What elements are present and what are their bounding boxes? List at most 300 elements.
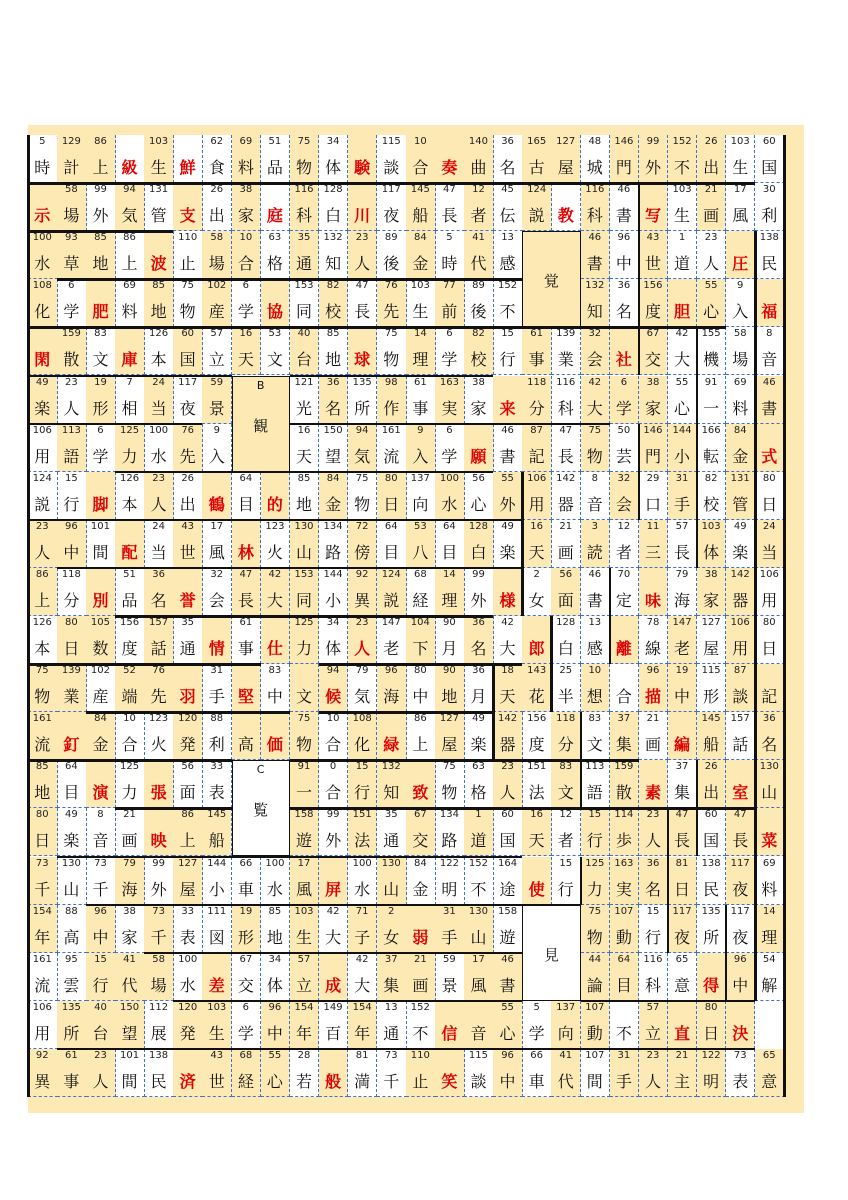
grid-cell[interactable] bbox=[86, 857, 116, 905]
grid-cell[interactable] bbox=[639, 376, 669, 424]
grid-cell[interactable] bbox=[406, 231, 436, 279]
grid-cell[interactable] bbox=[581, 1001, 611, 1049]
grid-cell[interactable] bbox=[115, 953, 145, 1001]
grid-cell[interactable] bbox=[202, 953, 232, 1001]
grid-cell[interactable] bbox=[755, 327, 785, 375]
grid-cell[interactable] bbox=[697, 808, 727, 856]
grid-cell[interactable] bbox=[639, 327, 669, 375]
grid-cell[interactable] bbox=[697, 327, 727, 375]
grid-cell[interactable] bbox=[493, 760, 523, 808]
grid-cell[interactable] bbox=[581, 424, 611, 472]
grid-cell[interactable] bbox=[697, 1049, 727, 1097]
grid-cell[interactable] bbox=[202, 376, 232, 424]
grid-cell[interactable] bbox=[493, 808, 523, 856]
grid-cell[interactable] bbox=[668, 231, 698, 279]
grid-cell[interactable] bbox=[610, 183, 640, 231]
grid-cell[interactable] bbox=[377, 424, 407, 472]
grid-cell[interactable] bbox=[57, 712, 87, 760]
grid-cell[interactable] bbox=[726, 760, 756, 808]
grid-cell[interactable] bbox=[435, 279, 465, 327]
grid-cell[interactable] bbox=[522, 424, 552, 472]
grid-cell[interactable] bbox=[144, 376, 174, 424]
grid-cell[interactable] bbox=[115, 760, 145, 808]
grid-cell[interactable] bbox=[755, 760, 785, 808]
grid-cell[interactable] bbox=[28, 327, 58, 375]
grid-cell[interactable] bbox=[86, 472, 116, 520]
grid-cell[interactable] bbox=[57, 808, 87, 856]
grid-cell[interactable] bbox=[697, 183, 727, 231]
grid-cell[interactable] bbox=[668, 905, 698, 953]
grid-cell[interactable] bbox=[202, 327, 232, 375]
grid-cell[interactable] bbox=[726, 616, 756, 664]
grid-cell[interactable] bbox=[755, 857, 785, 905]
grid-cell[interactable] bbox=[319, 376, 349, 424]
grid-cell[interactable] bbox=[232, 279, 262, 327]
grid-cell[interactable] bbox=[86, 376, 116, 424]
grid-cell[interactable] bbox=[726, 664, 756, 712]
grid-cell[interactable] bbox=[581, 905, 611, 953]
grid-cell[interactable] bbox=[522, 616, 552, 664]
grid-cell[interactable] bbox=[86, 183, 116, 231]
grid-cell[interactable] bbox=[173, 231, 203, 279]
grid-cell[interactable] bbox=[144, 327, 174, 375]
grid-cell[interactable] bbox=[319, 1001, 349, 1049]
grid-cell[interactable] bbox=[86, 953, 116, 1001]
grid-cell[interactable] bbox=[668, 953, 698, 1001]
grid-cell[interactable] bbox=[551, 472, 581, 520]
grid-cell[interactable] bbox=[319, 327, 349, 375]
grid-cell[interactable] bbox=[464, 712, 494, 760]
grid-cell[interactable] bbox=[232, 905, 262, 953]
grid-cell[interactable] bbox=[202, 616, 232, 664]
grid-cell[interactable] bbox=[755, 712, 785, 760]
grid-cell[interactable] bbox=[173, 568, 203, 616]
grid-cell[interactable] bbox=[173, 1001, 203, 1049]
grid-cell[interactable] bbox=[435, 760, 465, 808]
grid-cell[interactable] bbox=[86, 520, 116, 568]
grid-cell[interactable] bbox=[261, 905, 291, 953]
grid-cell[interactable] bbox=[493, 376, 523, 424]
grid-cell[interactable] bbox=[28, 760, 58, 808]
grid-cell[interactable] bbox=[551, 664, 581, 712]
grid-cell[interactable] bbox=[115, 568, 145, 616]
grid-cell[interactable] bbox=[406, 712, 436, 760]
grid-cell[interactable] bbox=[610, 376, 640, 424]
grid-cell[interactable] bbox=[551, 712, 581, 760]
grid-cell[interactable] bbox=[28, 520, 58, 568]
grid-cell[interactable] bbox=[522, 520, 552, 568]
grid-cell[interactable] bbox=[406, 1001, 436, 1049]
grid-cell[interactable] bbox=[522, 472, 552, 520]
grid-cell[interactable] bbox=[639, 424, 669, 472]
grid-cell[interactable] bbox=[202, 424, 232, 472]
grid-cell[interactable] bbox=[377, 953, 407, 1001]
grid-cell[interactable] bbox=[435, 231, 465, 279]
grid-cell[interactable] bbox=[726, 424, 756, 472]
grid-cell[interactable] bbox=[551, 424, 581, 472]
grid-cell[interactable] bbox=[57, 568, 87, 616]
grid-cell[interactable] bbox=[610, 1001, 640, 1049]
grid-cell[interactable] bbox=[697, 231, 727, 279]
grid-cell[interactable] bbox=[668, 1049, 698, 1097]
grid-cell[interactable] bbox=[522, 1049, 552, 1097]
grid-cell[interactable] bbox=[86, 808, 116, 856]
grid-cell[interactable] bbox=[755, 183, 785, 231]
grid-cell[interactable] bbox=[57, 231, 87, 279]
grid-cell[interactable] bbox=[144, 568, 174, 616]
grid-cell[interactable] bbox=[668, 376, 698, 424]
grid-cell[interactable] bbox=[406, 664, 436, 712]
grid-cell[interactable] bbox=[377, 472, 407, 520]
grid-cell[interactable] bbox=[57, 135, 87, 183]
grid-cell[interactable] bbox=[522, 183, 552, 231]
grid-cell[interactable] bbox=[348, 327, 378, 375]
grid-cell[interactable] bbox=[261, 279, 291, 327]
grid-cell[interactable] bbox=[464, 857, 494, 905]
grid-cell[interactable] bbox=[173, 327, 203, 375]
grid-cell[interactable] bbox=[435, 1001, 465, 1049]
grid-cell[interactable] bbox=[668, 520, 698, 568]
grid-cell[interactable] bbox=[581, 327, 611, 375]
grid-cell[interactable] bbox=[232, 327, 262, 375]
grid-cell[interactable] bbox=[319, 1049, 349, 1097]
grid-cell[interactable] bbox=[464, 1001, 494, 1049]
grid-cell[interactable] bbox=[232, 183, 262, 231]
grid-cell[interactable] bbox=[610, 135, 640, 183]
grid-cell[interactable] bbox=[726, 183, 756, 231]
grid-cell[interactable] bbox=[639, 857, 669, 905]
grid-cell[interactable] bbox=[28, 1049, 58, 1097]
grid-cell[interactable] bbox=[377, 808, 407, 856]
grid-cell[interactable] bbox=[377, 905, 407, 953]
grid-cell[interactable] bbox=[290, 568, 320, 616]
grid-cell[interactable] bbox=[406, 520, 436, 568]
grid-cell[interactable] bbox=[639, 953, 669, 1001]
grid-cell[interactable] bbox=[144, 520, 174, 568]
grid-cell[interactable] bbox=[202, 808, 232, 856]
grid-cell[interactable] bbox=[290, 520, 320, 568]
grid-cell[interactable] bbox=[57, 857, 87, 905]
grid-cell[interactable] bbox=[57, 472, 87, 520]
grid-cell[interactable] bbox=[668, 568, 698, 616]
grid-cell[interactable] bbox=[28, 808, 58, 856]
grid-cell[interactable] bbox=[115, 1001, 145, 1049]
grid-cell[interactable] bbox=[115, 231, 145, 279]
grid-cell[interactable] bbox=[319, 760, 349, 808]
grid-cell[interactable] bbox=[261, 472, 291, 520]
grid-cell[interactable] bbox=[57, 905, 87, 953]
grid-cell[interactable] bbox=[115, 712, 145, 760]
grid-cell[interactable] bbox=[57, 327, 87, 375]
grid-cell[interactable] bbox=[348, 279, 378, 327]
grid-cell[interactable] bbox=[173, 135, 203, 183]
grid-cell[interactable] bbox=[173, 616, 203, 664]
grid-cell[interactable] bbox=[261, 616, 291, 664]
grid-cell[interactable] bbox=[261, 327, 291, 375]
grid-cell[interactable] bbox=[86, 279, 116, 327]
grid-cell[interactable] bbox=[173, 520, 203, 568]
grid-cell[interactable] bbox=[493, 953, 523, 1001]
grid-cell[interactable] bbox=[493, 279, 523, 327]
grid-cell[interactable] bbox=[406, 424, 436, 472]
grid-cell[interactable] bbox=[610, 760, 640, 808]
grid-cell[interactable] bbox=[726, 712, 756, 760]
grid-cell[interactable] bbox=[755, 905, 785, 953]
grid-cell[interactable] bbox=[522, 1001, 552, 1049]
grid-cell[interactable] bbox=[464, 135, 494, 183]
grid-cell[interactable] bbox=[86, 1049, 116, 1097]
grid-cell[interactable] bbox=[610, 279, 640, 327]
grid-cell[interactable] bbox=[144, 905, 174, 953]
grid-cell[interactable] bbox=[115, 808, 145, 856]
grid-cell[interactable] bbox=[377, 376, 407, 424]
grid-cell[interactable] bbox=[726, 808, 756, 856]
grid-cell[interactable] bbox=[435, 616, 465, 664]
grid-cell[interactable] bbox=[406, 1049, 436, 1097]
grid-cell[interactable] bbox=[144, 279, 174, 327]
grid-cell[interactable] bbox=[639, 1049, 669, 1097]
grid-cell[interactable] bbox=[319, 135, 349, 183]
grid-cell[interactable] bbox=[173, 472, 203, 520]
grid-cell[interactable] bbox=[377, 568, 407, 616]
grid-cell[interactable] bbox=[435, 905, 465, 953]
grid-cell[interactable] bbox=[144, 857, 174, 905]
grid-cell[interactable] bbox=[697, 472, 727, 520]
grid-cell[interactable] bbox=[290, 231, 320, 279]
grid-cell[interactable] bbox=[144, 424, 174, 472]
grid-cell[interactable] bbox=[319, 664, 349, 712]
grid-cell[interactable] bbox=[319, 472, 349, 520]
grid-cell[interactable] bbox=[290, 808, 320, 856]
grid-cell[interactable] bbox=[755, 808, 785, 856]
grid-cell[interactable] bbox=[377, 279, 407, 327]
grid-cell[interactable] bbox=[493, 472, 523, 520]
grid-cell[interactable] bbox=[493, 424, 523, 472]
grid-cell[interactable] bbox=[581, 279, 611, 327]
grid-cell[interactable] bbox=[581, 857, 611, 905]
grid-cell[interactable] bbox=[581, 616, 611, 664]
grid-cell[interactable] bbox=[551, 760, 581, 808]
grid-cell[interactable] bbox=[464, 424, 494, 472]
grid-cell[interactable] bbox=[57, 424, 87, 472]
grid-cell[interactable] bbox=[726, 279, 756, 327]
grid-cell[interactable] bbox=[406, 808, 436, 856]
grid-cell[interactable] bbox=[173, 376, 203, 424]
grid-cell[interactable] bbox=[726, 568, 756, 616]
grid-cell[interactable] bbox=[377, 327, 407, 375]
grid-cell[interactable] bbox=[639, 760, 669, 808]
grid-cell[interactable] bbox=[28, 712, 58, 760]
grid-cell[interactable] bbox=[668, 616, 698, 664]
grid-cell[interactable] bbox=[697, 279, 727, 327]
grid-cell[interactable] bbox=[232, 857, 262, 905]
grid-cell[interactable] bbox=[639, 135, 669, 183]
grid-cell[interactable] bbox=[464, 616, 494, 664]
grid-cell[interactable] bbox=[115, 279, 145, 327]
grid-cell[interactable] bbox=[581, 520, 611, 568]
grid-cell[interactable] bbox=[115, 424, 145, 472]
grid-cell[interactable] bbox=[697, 568, 727, 616]
grid-cell[interactable] bbox=[86, 760, 116, 808]
grid-cell[interactable] bbox=[144, 808, 174, 856]
grid-cell[interactable] bbox=[610, 327, 640, 375]
grid-cell[interactable] bbox=[144, 183, 174, 231]
grid-cell[interactable] bbox=[290, 1049, 320, 1097]
grid-cell[interactable] bbox=[57, 1001, 87, 1049]
grid-cell[interactable] bbox=[464, 760, 494, 808]
grid-cell[interactable] bbox=[319, 953, 349, 1001]
grid-cell[interactable] bbox=[290, 327, 320, 375]
grid-cell[interactable] bbox=[726, 231, 756, 279]
grid-cell[interactable] bbox=[173, 1049, 203, 1097]
grid-cell[interactable] bbox=[290, 712, 320, 760]
grid-cell[interactable] bbox=[144, 616, 174, 664]
grid-cell[interactable] bbox=[726, 135, 756, 183]
grid-cell[interactable] bbox=[668, 279, 698, 327]
grid-cell[interactable] bbox=[726, 376, 756, 424]
grid-cell[interactable] bbox=[551, 616, 581, 664]
grid-cell[interactable] bbox=[493, 568, 523, 616]
grid-cell[interactable] bbox=[581, 760, 611, 808]
grid-cell[interactable] bbox=[115, 376, 145, 424]
grid-cell[interactable] bbox=[610, 231, 640, 279]
grid-cell[interactable] bbox=[377, 1049, 407, 1097]
grid-cell[interactable] bbox=[57, 183, 87, 231]
grid-cell[interactable] bbox=[232, 135, 262, 183]
grid-cell[interactable] bbox=[290, 135, 320, 183]
grid-cell[interactable] bbox=[522, 327, 552, 375]
grid-cell[interactable] bbox=[261, 1049, 291, 1097]
grid-cell[interactable] bbox=[493, 712, 523, 760]
grid-cell[interactable] bbox=[755, 520, 785, 568]
grid-cell[interactable] bbox=[348, 857, 378, 905]
grid-cell[interactable] bbox=[202, 1049, 232, 1097]
grid-cell[interactable] bbox=[115, 857, 145, 905]
grid-cell[interactable] bbox=[115, 135, 145, 183]
grid-cell[interactable] bbox=[115, 472, 145, 520]
grid-cell[interactable] bbox=[232, 568, 262, 616]
grid-cell[interactable] bbox=[319, 424, 349, 472]
grid-cell[interactable] bbox=[551, 1001, 581, 1049]
grid-cell[interactable] bbox=[173, 905, 203, 953]
grid-cell[interactable] bbox=[57, 953, 87, 1001]
grid-cell[interactable] bbox=[697, 760, 727, 808]
grid-cell[interactable] bbox=[57, 376, 87, 424]
grid-cell[interactable] bbox=[464, 953, 494, 1001]
grid-cell[interactable] bbox=[28, 1001, 58, 1049]
grid-cell[interactable] bbox=[726, 472, 756, 520]
grid-cell[interactable] bbox=[610, 1049, 640, 1097]
grid-cell[interactable] bbox=[348, 135, 378, 183]
grid-cell[interactable] bbox=[319, 616, 349, 664]
grid-cell[interactable] bbox=[319, 857, 349, 905]
grid-cell[interactable] bbox=[28, 568, 58, 616]
grid-cell[interactable] bbox=[726, 905, 756, 953]
grid-cell[interactable] bbox=[319, 905, 349, 953]
grid-cell[interactable] bbox=[57, 616, 87, 664]
grid-cell[interactable] bbox=[202, 520, 232, 568]
grid-cell[interactable] bbox=[464, 520, 494, 568]
grid-cell[interactable] bbox=[406, 376, 436, 424]
grid-cell[interactable] bbox=[551, 327, 581, 375]
grid-cell[interactable] bbox=[551, 520, 581, 568]
grid-cell[interactable] bbox=[726, 1049, 756, 1097]
grid-cell[interactable] bbox=[348, 568, 378, 616]
grid-cell[interactable] bbox=[755, 424, 785, 472]
grid-cell[interactable] bbox=[581, 568, 611, 616]
grid-cell[interactable] bbox=[202, 472, 232, 520]
grid-cell[interactable] bbox=[581, 376, 611, 424]
grid-cell[interactable] bbox=[697, 905, 727, 953]
grid-cell[interactable] bbox=[406, 953, 436, 1001]
grid-cell[interactable] bbox=[290, 664, 320, 712]
grid-cell[interactable] bbox=[290, 905, 320, 953]
grid-cell[interactable] bbox=[581, 712, 611, 760]
grid-cell[interactable] bbox=[697, 712, 727, 760]
grid-cell[interactable] bbox=[290, 760, 320, 808]
grid-cell[interactable] bbox=[86, 135, 116, 183]
grid-cell[interactable] bbox=[639, 616, 669, 664]
grid-cell[interactable] bbox=[28, 183, 58, 231]
grid-cell[interactable] bbox=[261, 857, 291, 905]
grid-cell[interactable] bbox=[639, 1001, 669, 1049]
grid-cell[interactable] bbox=[668, 664, 698, 712]
grid-cell[interactable] bbox=[377, 664, 407, 712]
grid-cell[interactable] bbox=[493, 135, 523, 183]
grid-cell[interactable] bbox=[639, 231, 669, 279]
grid-cell[interactable] bbox=[377, 231, 407, 279]
grid-cell[interactable] bbox=[377, 1001, 407, 1049]
grid-cell[interactable] bbox=[232, 712, 262, 760]
grid-cell[interactable] bbox=[290, 472, 320, 520]
grid-cell[interactable] bbox=[464, 905, 494, 953]
grid-cell[interactable] bbox=[57, 279, 87, 327]
grid-cell[interactable] bbox=[406, 135, 436, 183]
grid-cell[interactable] bbox=[406, 327, 436, 375]
grid-cell[interactable] bbox=[755, 568, 785, 616]
grid-cell[interactable] bbox=[86, 327, 116, 375]
grid-cell[interactable] bbox=[348, 905, 378, 953]
grid-cell[interactable] bbox=[406, 279, 436, 327]
grid-cell[interactable] bbox=[86, 616, 116, 664]
grid-cell[interactable] bbox=[435, 568, 465, 616]
grid-cell[interactable] bbox=[144, 231, 174, 279]
grid-cell[interactable] bbox=[144, 1001, 174, 1049]
grid-cell[interactable] bbox=[232, 664, 262, 712]
grid-cell[interactable] bbox=[319, 183, 349, 231]
grid-cell[interactable] bbox=[57, 520, 87, 568]
grid-cell[interactable] bbox=[464, 808, 494, 856]
grid-cell[interactable] bbox=[435, 424, 465, 472]
grid-cell[interactable] bbox=[377, 183, 407, 231]
grid-cell[interactable] bbox=[435, 808, 465, 856]
grid-cell[interactable] bbox=[726, 953, 756, 1001]
grid-cell[interactable] bbox=[610, 857, 640, 905]
grid-cell[interactable] bbox=[755, 953, 785, 1001]
grid-cell[interactable] bbox=[697, 953, 727, 1001]
grid-cell[interactable] bbox=[348, 616, 378, 664]
grid-cell[interactable] bbox=[261, 231, 291, 279]
grid-cell[interactable] bbox=[232, 953, 262, 1001]
grid-cell[interactable] bbox=[202, 905, 232, 953]
grid-cell[interactable] bbox=[668, 808, 698, 856]
grid-cell[interactable] bbox=[464, 568, 494, 616]
grid-cell[interactable] bbox=[115, 1049, 145, 1097]
grid-cell[interactable] bbox=[173, 953, 203, 1001]
grid-cell[interactable] bbox=[581, 183, 611, 231]
grid-cell[interactable] bbox=[348, 231, 378, 279]
grid-cell[interactable] bbox=[406, 760, 436, 808]
